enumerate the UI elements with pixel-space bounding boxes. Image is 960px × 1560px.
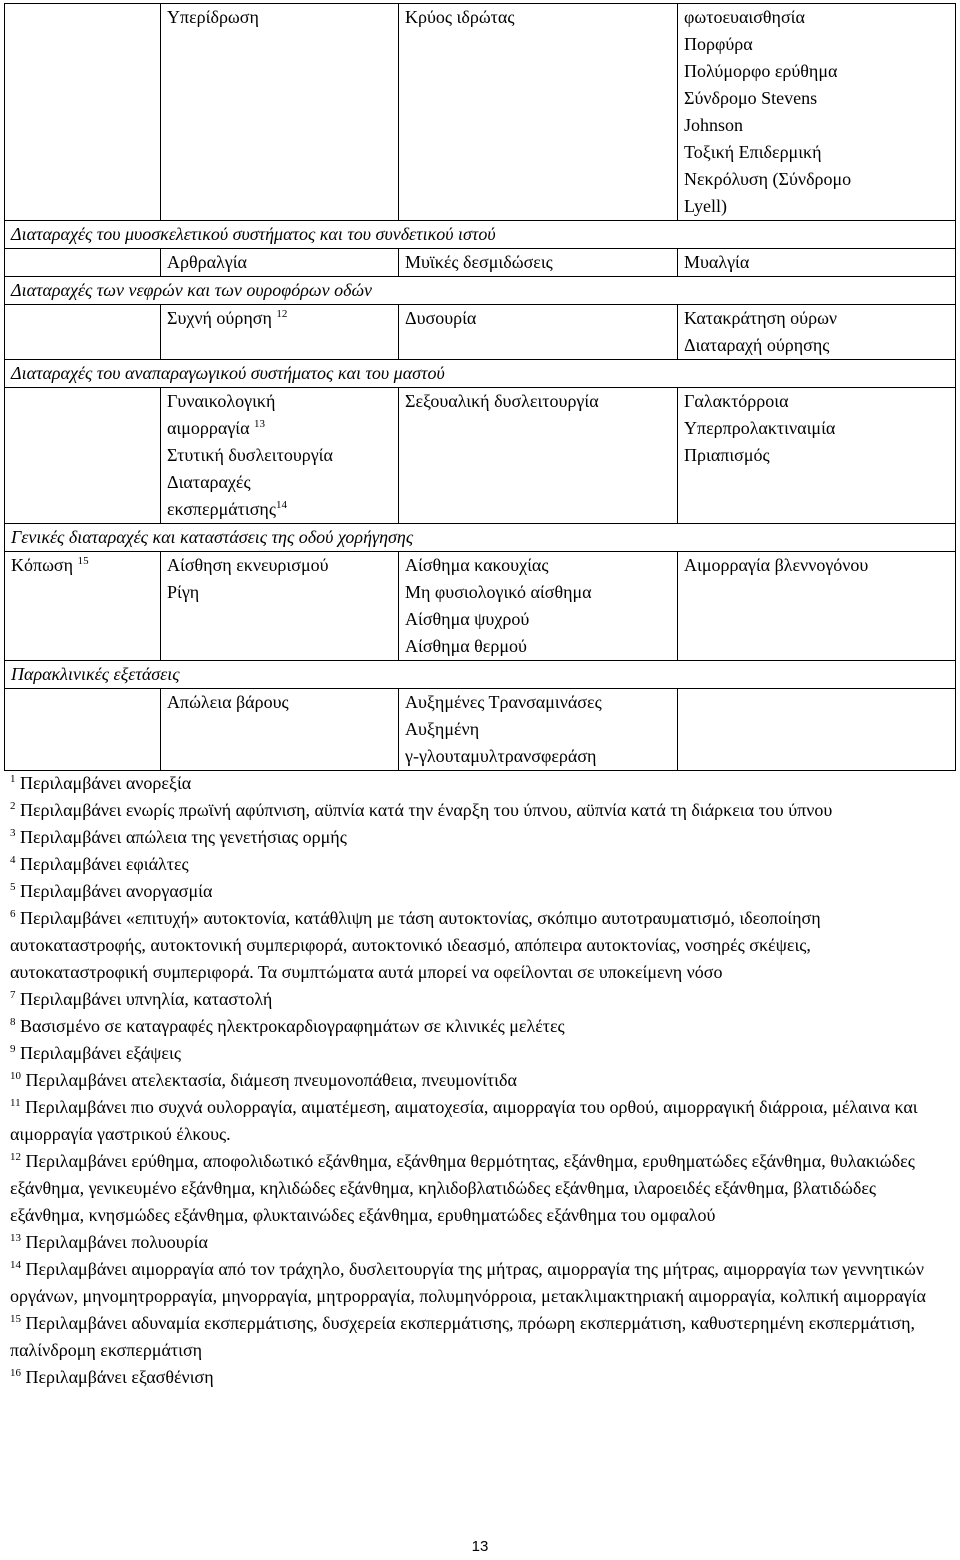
section-title: Διαταραχές του μυοσκελετικού συστήματος και του συνδετικού ιστού (5, 221, 956, 249)
cell-line: Αίσθημα θερμού (405, 636, 527, 656)
cell-line: γ-γλουταμυλτρανσφεράση (405, 746, 597, 766)
cell (678, 305, 956, 360)
footnote-text: Περιλαμβάνει εξάψεις (20, 1043, 181, 1063)
cell-line: Lyell) (684, 196, 727, 216)
footnote (10, 824, 940, 851)
cell (399, 552, 678, 661)
cell-line: Αίσθηση εκνευρισμού (167, 555, 329, 575)
footnote-text: Περιλαμβάνει εφιάλτες (20, 854, 189, 874)
adverse-reactions-table (4, 3, 956, 771)
footnote-number: 13 (10, 1232, 21, 1244)
footnote-number: 9 (10, 1043, 16, 1055)
cell-line: Πορφύρα (684, 34, 753, 54)
footnote-number: 2 (10, 800, 16, 812)
table-row (5, 249, 956, 277)
cell-line: Πολύμορφο ερύθημα (684, 61, 838, 81)
footnote-text: Περιλαμβάνει αδυναμία εκσπερμάτισης, δυσχερεία εκσπερμάτισης, πρόωρη εκσπερμάτιση, καθυστερημένη εκσπερμάτιση, παλίνδρομη εκσπερμάτιση (10, 1313, 916, 1360)
cell: Υπερίδρωση (161, 4, 399, 221)
cell (161, 305, 399, 360)
footnote (10, 1364, 940, 1391)
cell-text: Συχνή ούρηση (167, 308, 272, 328)
cell-line: Μη φυσιολογικό αίσθημα (405, 582, 592, 602)
section-header-row (5, 221, 956, 249)
footnote (10, 770, 940, 797)
footnote (10, 1229, 940, 1256)
footnote-number: 8 (10, 1016, 16, 1028)
footnote-number: 5 (10, 881, 16, 893)
footnote-number: 12 (10, 1151, 21, 1163)
section-header-row (5, 360, 956, 388)
cell: Κρύος ιδρώτας (399, 4, 678, 221)
cell: Μυϊκές δεσμιδώσεις (399, 249, 678, 277)
table-row-skin (5, 4, 956, 221)
cell-line: Αίσθημα κακουχίας (405, 555, 549, 575)
cell: Αιμορραγία βλεννογόνου (678, 552, 956, 661)
cell-line: Τοξική Επιδερμική (684, 142, 822, 162)
cell (678, 388, 956, 524)
footnote-text: Περιλαμβάνει «επιτυχή» αυτοκτονία, κατάθλιψη με τάση αυτοκτονίας, σκόπιμο αυτοτραυματισμό, ιδεοποίηση αυτοκαταστροφής, αυτοκτονική συμπεριφορά, αυτοκτονικό ιδεασμό, απόπειρα αυτοκτονίας, νοσηρές σκέψεις, αυτοκαταστροφική συμπεριφορά. Τα συμπτώματα αυτά μπορεί να οφείλονται σε υποκείμενη νόσο (10, 908, 821, 982)
footnote-text: Περιλαμβάνει υπνηλία, καταστολή (20, 989, 273, 1009)
footnote-text: Περιλαμβάνει εξασθένιση (25, 1367, 214, 1387)
footnote-text: Περιλαμβάνει ανορεξία (20, 773, 192, 793)
cell: Κόπωση $^{15}$ (5, 552, 161, 661)
footnote (10, 878, 940, 905)
footnote-ref: 13 (254, 418, 266, 430)
cell-line: εκσπερμάτισης$^{14}$ (167, 499, 287, 519)
footnote-ref: 12 (276, 308, 288, 320)
footnote (10, 1067, 940, 1094)
footnote-number: 7 (10, 989, 16, 1001)
cell-line: αιμορραγία $^{13}$ (167, 418, 266, 438)
footnote (10, 851, 940, 878)
footnote-text: Περιλαμβάνει πολυουρία (25, 1232, 208, 1252)
footnote (10, 1256, 940, 1310)
footnote-number: 4 (10, 854, 16, 866)
footnote (10, 1013, 940, 1040)
cell-line: Γυναικολογική (167, 391, 276, 411)
cell-line: Αυξημένες Τρανσαμινάσες (405, 692, 602, 712)
cell-line: Νεκρόλυση (Σύνδρομο (684, 169, 852, 189)
table-row (5, 552, 956, 661)
footnote-text: Περιλαμβάνει ενωρίς πρωϊνή αφύπνιση, αϋπνία κατά την έναρξη του ύπνου, αϋπνία κατά τη διάρκεια του ύπνου (20, 800, 833, 820)
cell-line: Διαταραχές (167, 472, 251, 492)
footnote (10, 986, 940, 1013)
footnote-text: Περιλαμβάνει αιμορραγία από τον τράχηλο, δυσλειτουργία της μήτρας, αιμορραγία της μήτρας, αιμορραγία των γεννητικών οργάνων, μηνομητρορραγία, μηνορραγία, μητρορραγία, πολυμηνόρροια, μετακλιμακτηριακή αιμορραγία, κολπική αιμορραγία (10, 1259, 926, 1306)
cell-line: Σύνδρομο Stevens (684, 88, 818, 108)
cell: Αρθραλγία (161, 249, 399, 277)
cell-line: Γαλακτόρροια (684, 391, 789, 411)
cell-line: Αυξημένη (405, 719, 480, 739)
footnote (10, 1094, 940, 1148)
cell-line: Ρίγη (167, 582, 200, 602)
cell (161, 388, 399, 524)
section-header-row (5, 277, 956, 305)
cell-line: Johnson (684, 115, 744, 135)
footnote-number: 3 (10, 827, 16, 839)
cell (161, 552, 399, 661)
footnote (10, 1148, 940, 1229)
footnote (10, 905, 940, 986)
footnote-ref: 15 (77, 555, 89, 567)
cell-line: Στυτική δυσλειτουργία (167, 445, 333, 465)
page-number: 13 (471, 1538, 489, 1555)
section-title: Διαταραχές των νεφρών και των ουροφόρων οδών (5, 277, 956, 305)
cell-line: Κατακράτηση ούρων (684, 308, 838, 328)
cell (399, 689, 678, 771)
table-row (5, 388, 956, 524)
cell-line: Υπερπρολακτιναιμία (684, 418, 836, 438)
section-header-row (5, 524, 956, 552)
footnote-number: 10 (10, 1070, 21, 1082)
cell-line: Διαταραχή ούρησης (684, 335, 830, 355)
table-row (5, 305, 956, 360)
cell-line: φωτοευαισθησία (684, 7, 805, 27)
footnote-number: 15 (10, 1313, 21, 1325)
cell-line: Πριαπισμός (684, 445, 770, 465)
section-header-row (5, 661, 956, 689)
section-title: Παρακλινικές εξετάσεις (5, 661, 956, 689)
cell-line: Αίσθημα ψυχρού (405, 609, 530, 629)
cell: Μυαλγία (678, 249, 956, 277)
footnote-number: 16 (10, 1367, 21, 1379)
footnote (10, 1040, 940, 1067)
footnote (10, 797, 940, 824)
section-title: Διαταραχές του αναπαραγωγικού συστήματος και του μαστού (5, 360, 956, 388)
cell: Απώλεια βάρους (161, 689, 399, 771)
footnotes (10, 770, 940, 1391)
footnote-number: 1 (10, 773, 16, 785)
footnote-text: Περιλαμβάνει πιο συχνά ουλορραγία, αιματέμεση, αιματοχεσία, αιμορραγία του ορθού, αιμορραγική διάρροια, μέλαινα και αιμορραγία γαστρικού έλκους. (10, 1097, 918, 1144)
cell (678, 4, 956, 221)
footnote-text: Περιλαμβάνει ανοργασμία (20, 881, 213, 901)
footnote-text: Βασισμένο σε καταγραφές ηλεκτροκαρδιογραφημάτων σε κλινικές μελέτες (20, 1016, 565, 1036)
footnote-number: 14 (10, 1259, 21, 1271)
footnote-text: Περιλαμβάνει απώλεια της γενετήσιας ορμής (20, 827, 347, 847)
footnote-text: Περιλαμβάνει ερύθημα, αποφολιδωτικό εξάνθημα, εξάνθημα θερμότητας, εξάνθημα, ερυθηματώδες εξάνθημα, θυλακιώδες εξάνθημα, γενικευμένο εξάνθημα, κηλιδώδες εξάνθημα, κηλιδοβλατιδώδες εξάνθημα, ιλαροειδές εξάνθημα, βλατιδώδες εξάνθημα, κνησμώδες εξάνθημα, φλυκταινώδες εξάνθημα, ερυθηματώδες εξάνθημα του ομφαλού (10, 1151, 915, 1225)
cell: Σεξουαλική δυσλειτουργία (399, 388, 678, 524)
footnote (10, 1310, 940, 1364)
section-title: Γενικές διαταραχές και καταστάσεις της οδού χορήγησης (5, 524, 956, 552)
footnote-number: 6 (10, 908, 16, 920)
cell: Δυσουρία (399, 305, 678, 360)
footnote-ref: 14 (275, 499, 287, 511)
footnote-text: Περιλαμβάνει ατελεκτασία, διάμεση πνευμονοπάθεια, πνευμονίτιδα (25, 1070, 517, 1090)
table-row (5, 689, 956, 771)
footnote-number: 11 (10, 1097, 21, 1109)
